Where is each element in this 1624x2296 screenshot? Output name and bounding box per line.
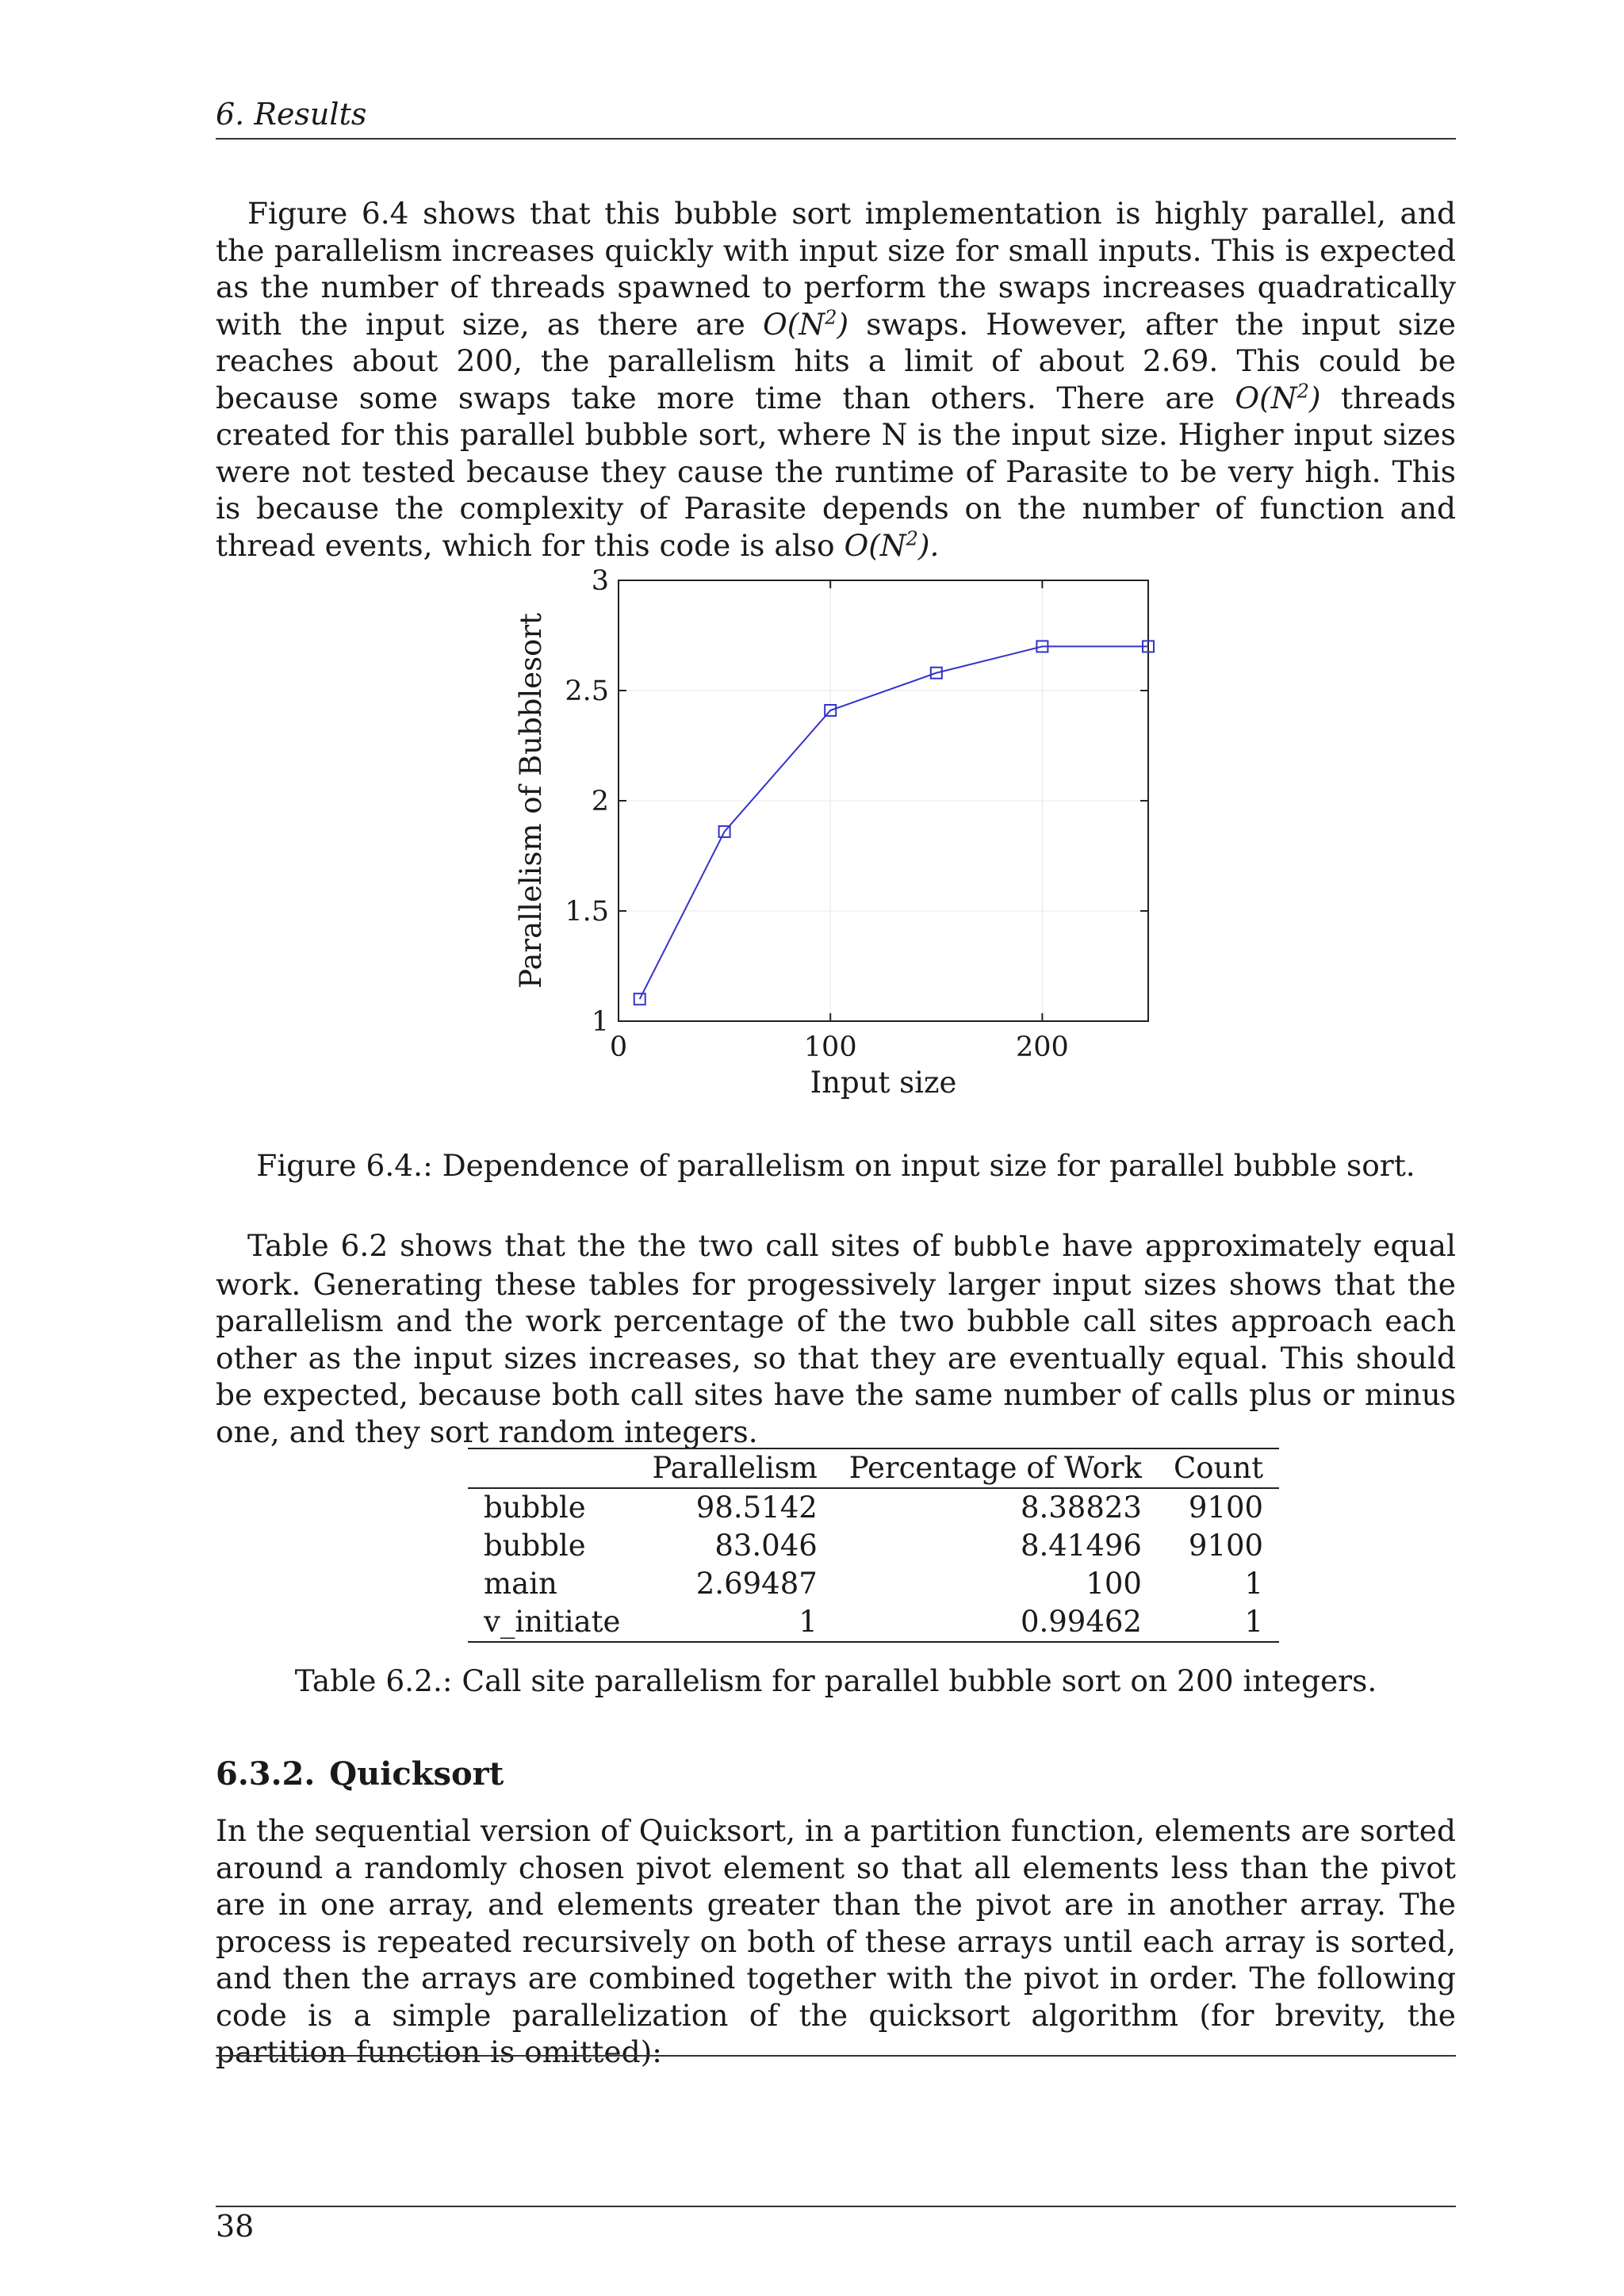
x-tick-label: 0 bbox=[609, 1031, 628, 1063]
col-header-work: Percentage of Work bbox=[848, 1451, 1142, 1485]
cell-count: 9100 bbox=[1188, 1529, 1264, 1563]
cell-count: 9100 bbox=[1188, 1490, 1264, 1525]
header-rule bbox=[216, 138, 1456, 140]
section-number: 6.3.2. bbox=[216, 1755, 316, 1793]
table-caption: Table 6.2.: Call site parallelism for parallel bubble sort on 200 integers. bbox=[294, 1663, 1377, 1698]
y-tick-label: 1 bbox=[591, 1006, 609, 1038]
table-row bbox=[468, 1488, 1279, 1527]
section-title: Quicksort bbox=[329, 1755, 504, 1793]
cell-parallelism: 83.046 bbox=[714, 1529, 818, 1563]
cell-parallelism: 1 bbox=[799, 1605, 818, 1639]
table-row bbox=[468, 1565, 1279, 1603]
y-tick-label: 3 bbox=[591, 565, 609, 597]
col-header-count: Count bbox=[1173, 1451, 1264, 1485]
chart-tick-labels bbox=[565, 565, 1068, 1063]
y-tick-label: 2.5 bbox=[565, 675, 609, 707]
y-axis-label: Parallelism of Bubblesort bbox=[514, 613, 548, 989]
y-tick-label: 2 bbox=[591, 786, 609, 817]
series-markers bbox=[634, 641, 1154, 1004]
col-header-name bbox=[468, 1448, 636, 1488]
cell-work: 100 bbox=[1086, 1567, 1142, 1601]
cell-name: bubble bbox=[484, 1529, 586, 1563]
code-listing-rule bbox=[216, 2055, 1456, 2057]
cell-name: main bbox=[484, 1567, 557, 1601]
y-tick-label: 1.5 bbox=[565, 896, 609, 928]
page-number: 38 bbox=[216, 2209, 255, 2244]
paragraph-quicksort: In the sequential version of Quicksort, in a partition function, elements are sorted around a randomly chosen pivot element so that all elements less than the pivot are in one array, and elements greater than the pivot are in another array. The process is repeated recursively on both of these arrays until each array is sorted, and then the arrays are combined together with the pivot in order. The following code is a simple parallelization of the quicksort algorithm (for brevity, the partition function is omitted): bbox=[216, 1813, 1456, 2069]
cell-name: bubble bbox=[484, 1490, 586, 1525]
table-row bbox=[468, 1527, 1279, 1565]
series-line-parallelism bbox=[640, 646, 1148, 999]
cell-work: 8.41496 bbox=[1020, 1529, 1142, 1563]
cell-count: 1 bbox=[1244, 1567, 1264, 1601]
figure-caption: Figure 6.4.: Dependence of parallelism on input size for parallel bubble sort. bbox=[256, 1148, 1415, 1183]
section-heading bbox=[216, 1755, 504, 1793]
cell-name: v_initiate bbox=[484, 1605, 621, 1639]
x-tick-label: 200 bbox=[1015, 1031, 1069, 1063]
cell-parallelism: 98.5142 bbox=[695, 1490, 818, 1525]
call-site-table bbox=[468, 1448, 1279, 1643]
x-tick-label: 100 bbox=[803, 1031, 857, 1063]
paragraph-bubble-parallelism: Figure 6.4 shows that this bubble sort implementation is highly parallel, and the parallelism increases quickly with input size for small inputs. This is expected as the number of threads spawned to perform the swaps increases quadratically with the input size, as there are $O(N^2)$ swaps. However, after the input size reaches about 200, the parallelism hits a limit of about 2.69. This could be because some swaps take more time than others. There are $O(N^2)$ threads created for this parallel bubble sort, where N is the input size. Higher input sizes were not tested because they cause the runtime of Parasite to be very high. This is because the complexity of Parasite depends on the number of function and thread events, which for this code is also $O(N^2)$. bbox=[216, 196, 1457, 563]
running-header: 6. Results bbox=[216, 97, 367, 132]
parallelism-line-chart bbox=[508, 555, 1189, 1110]
x-axis-label: Input size bbox=[810, 1066, 957, 1100]
footer-rule bbox=[216, 2206, 1456, 2207]
table-header-row bbox=[468, 1448, 1279, 1488]
cell-work: 0.99462 bbox=[1020, 1605, 1142, 1639]
paragraph-table-intro: Table 6.2 shows that the the two call sites of bubble have approximately equal work. Generating these tables for progessively larger input sizes shows that the parallelism and the work percentage of the two bubble call sites approach each other as the input sizes increases, so that they are eventually equal. This should be expected, because both call sites have the same number of calls plus or minus one, and they sort random integers. bbox=[216, 1228, 1456, 1449]
table-row bbox=[468, 1603, 1279, 1642]
cell-parallelism: 2.69487 bbox=[695, 1567, 818, 1601]
cell-count: 1 bbox=[1244, 1605, 1264, 1639]
cell-work: 8.38823 bbox=[1020, 1490, 1142, 1525]
code-bubble: bubble bbox=[952, 1231, 1051, 1263]
col-header-parallelism: Parallelism bbox=[652, 1451, 818, 1485]
